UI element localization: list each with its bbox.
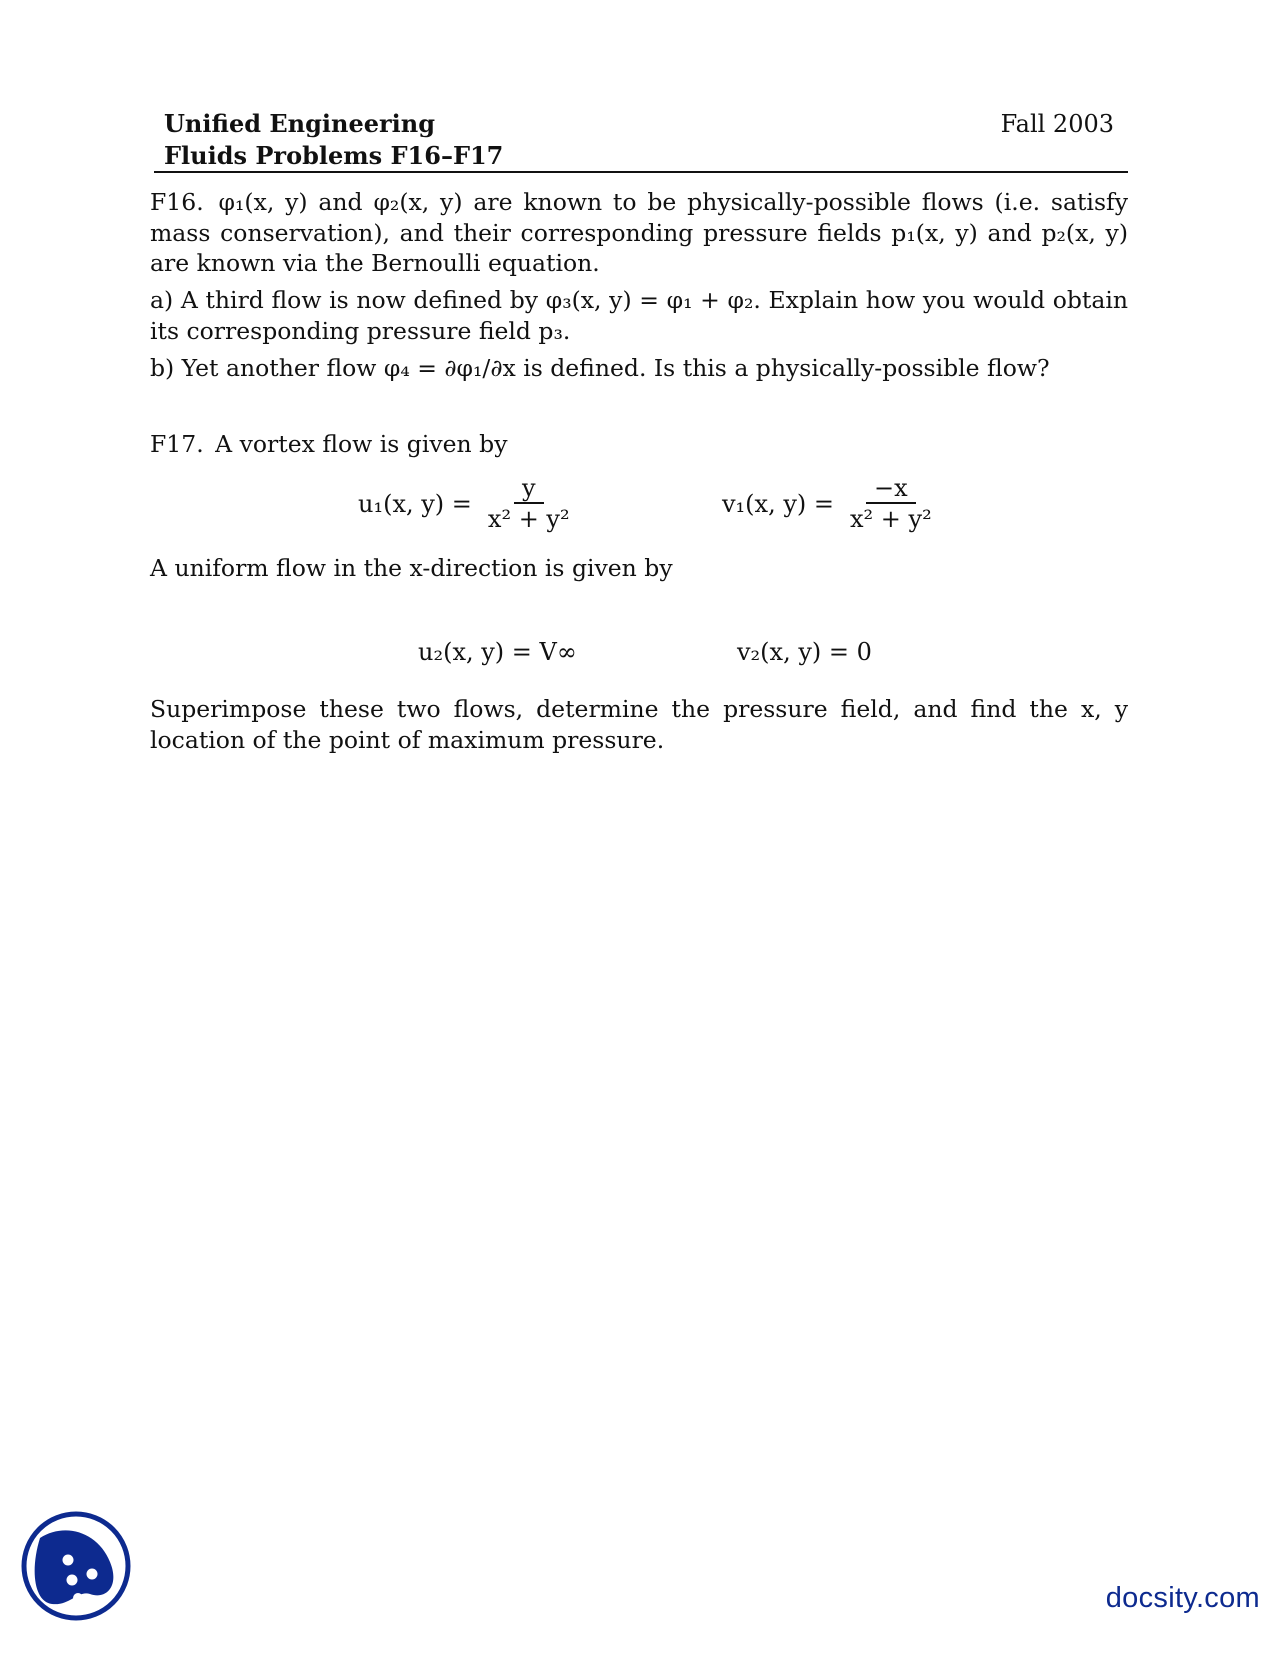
equation-v2: v₂(x, y) = 0 [737, 638, 872, 666]
equation-u1-numerator: y [514, 474, 544, 504]
equation-u1-fraction [480, 474, 578, 534]
equation-u2: u₂(x, y) = V∞ [418, 638, 577, 666]
docsity-brand-link[interactable]: docsity.com [1105, 1582, 1260, 1614]
equation-v1-fraction [842, 474, 940, 534]
equation-u1-lhs: u₁(x, y) = [358, 490, 472, 518]
uniform-flow-intro: A uniform flow in the x-direction is given by [150, 554, 673, 582]
equation-v1-lhs: v₁(x, y) = [722, 490, 834, 518]
problem-f17-conclusion: Superimpose these two flows, determine the pressure field, and find the x, y location of the point of maximum pressure. [150, 695, 1128, 754]
header-block [164, 108, 503, 172]
problem-f16-part-b: b) Yet another flow φ₄ = ∂φ₁/∂x is defined. Is this a physically-possible flow? [150, 354, 1050, 382]
docsity-logo-icon [20, 1510, 132, 1622]
equation-v1-numerator: −x [866, 474, 916, 504]
problem-set-title: Fluids Problems F16–F17 [164, 141, 504, 170]
equation-v1 [722, 474, 940, 534]
course-title: Unified Engineering [164, 109, 435, 138]
problem-f16-part-a: a) A third flow is now defined by φ₃(x, y) = φ₁ + φ₂. Explain how you would obtain its corresponding pressure field p₃. [150, 286, 1128, 345]
problem-label-f17: F17. [150, 430, 204, 458]
equation-v1-denominator: x² + y² [850, 505, 932, 533]
term-label: Fall 2003 [1000, 110, 1114, 138]
problem-f17-intro [150, 429, 1128, 460]
problem-f16-intro [150, 187, 1128, 279]
f17-intro-text: A vortex flow is given by [215, 430, 508, 458]
f16-intro-text: φ₁(x, y) and φ₂(x, y) are known to be physically-possible flows (i.e. satisfy mass conservation), and their corresponding pressure fields p₁(x, y) and p₂(x, y) are known via the Bernoulli equation. [150, 188, 1128, 277]
problem-label-f16: F16. [150, 188, 204, 216]
equation-u1-denominator: x² + y² [487, 505, 570, 533]
header-rule [154, 171, 1128, 173]
equation-u1 [358, 474, 578, 534]
